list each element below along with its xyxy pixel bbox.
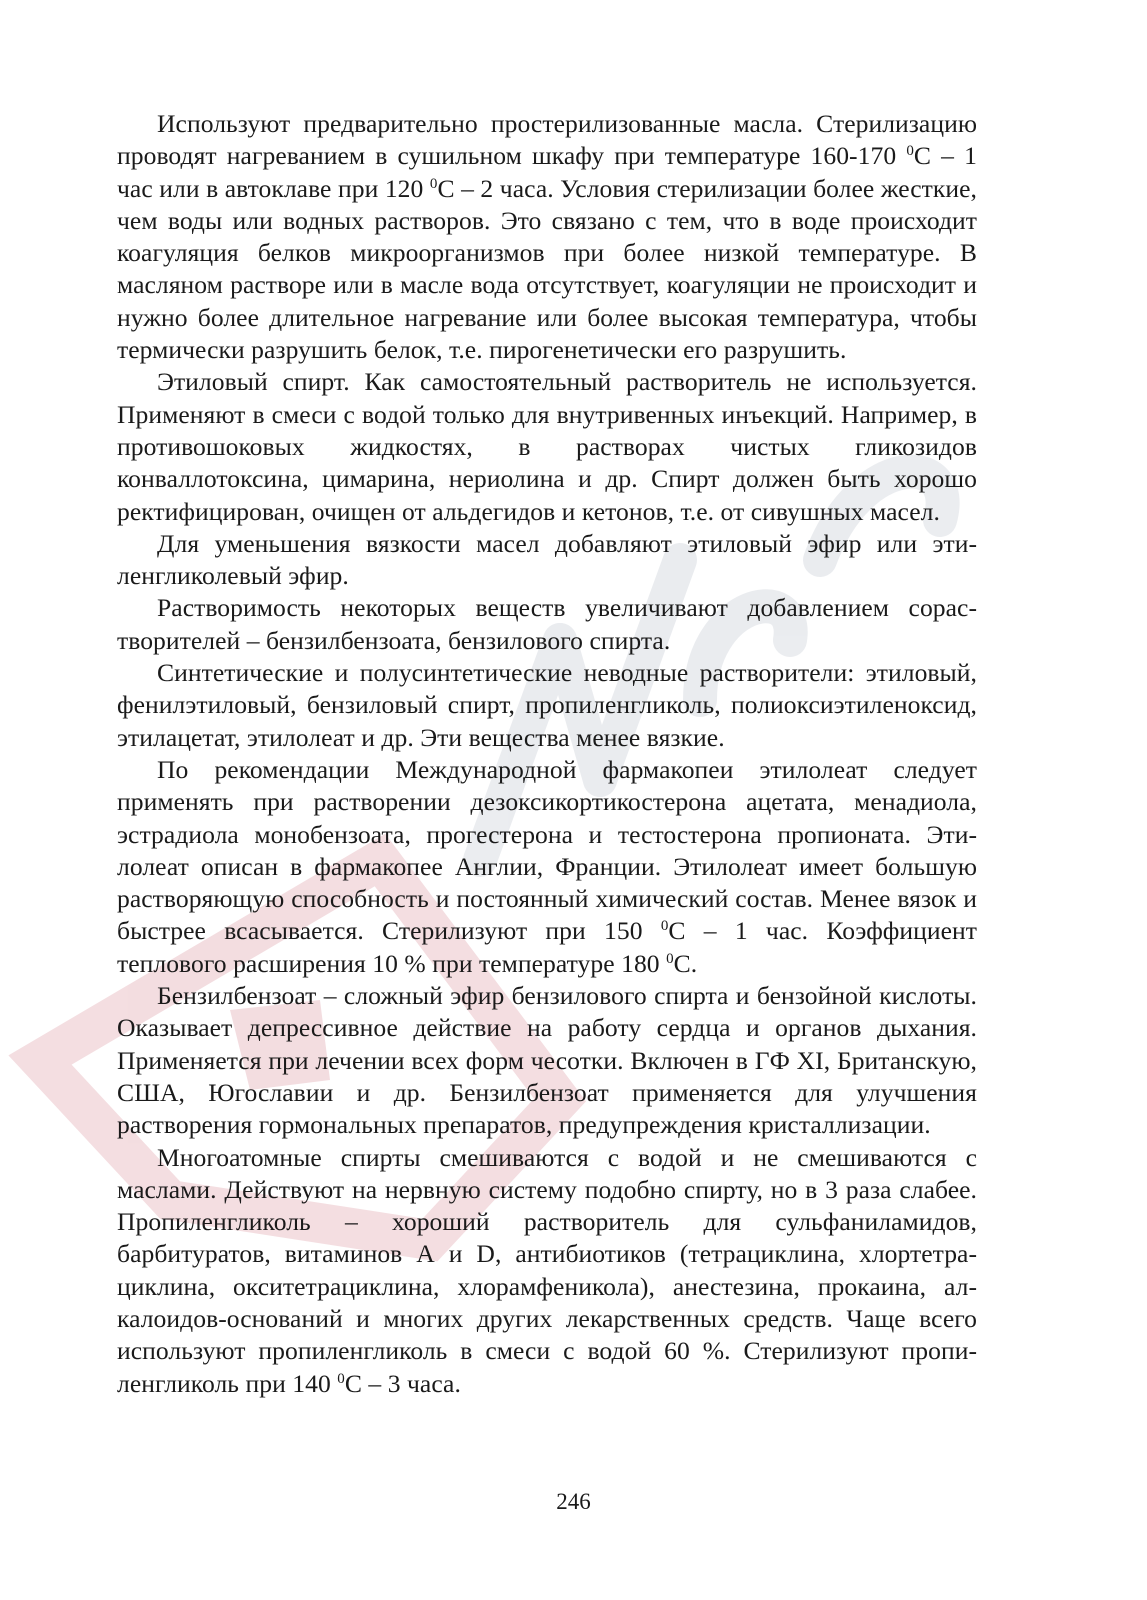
- paragraph-ethyl-alcohol: [117, 366, 977, 527]
- page-number: 246: [556, 1489, 591, 1514]
- text-run: Используют предварительно простерилизованные масла. Стерилизацию проводят нагреванием в сушильном шкафу при температуре 160-170: [117, 109, 977, 171]
- text-run: Бензилбензоат – сложный эфир бензилового спирта и бензойной кислоты. Оказывает депрессивное действие на работу сердца и органов дыхания. Применяется при лечении всех форм чесотки. Включен в ГФ XI, Британскую, США, Югославии и др. Бензилбензоат применяется для улучшения растворения гормональных препаратов, предупреждения кристаллизации.: [117, 981, 977, 1140]
- paragraph-synthetic-solvents: [117, 657, 977, 754]
- text-run: Синтетические и полусинтетические неводные растворители: этиловый, фенилэтиловый, бензиловый спирт, пропиленгликоль, полиоксиэтиленоксид, этилацетат, этилолеат и др. Эти вещества менее вязкие.: [117, 658, 977, 752]
- text-run: Для уменьшения вязкости масел добавляют этиловый эфир или этиленгликолевый эфир.: [117, 528, 977, 591]
- degree-superscript: 0: [429, 175, 438, 192]
- text-run: Растворимость некоторых веществ увеличивают добавлением сорастворителей – бензилбензоата, бензилового спирта.: [117, 593, 977, 655]
- paragraph-benzyl-benzoate: [117, 980, 977, 1141]
- paragraph-viscosity: [117, 528, 977, 593]
- paragraph-cosolvents: [117, 592, 977, 657]
- text-run: С – 1 час. Коэффициент теплового расширения 10 % при температуре 180: [117, 916, 978, 978]
- text-run: По рекомендации Международной фармакопеи этилолеат следует применять при растворении дезоксикортикостерона ацетата, менадиола, эстрадиола монобензоата, прогестерона и тестостерона пропионата. Этилолеат описан в фармакопее Англии, Франции. Этилолеат имеет большую растворяющую способность и постоянный химический состав. Менее вязок и быстрее всасывается. Стерилизуют при 150: [117, 754, 977, 946]
- paragraph-oil-sterilization: [117, 108, 977, 366]
- page-body: [117, 108, 977, 1400]
- degree-superscript: 0: [906, 143, 914, 160]
- text-run: Многоатомные спирты смешиваются с водой и не смешиваются с маслами. Действуют на нервную систему подобно спирту, но в 3 раза слабее. Пропиленгликоль – хороший растворитель для сульфаниламидов, барбитуратов, витаминов А и D, антибиотиков (тетрациклина, хлортетрациклина, окситетрациклина, хлорамфеникола), анестезина, прокаина, алкалоидов-оснований и многих других лекарственных средств. Чаще всего используют пропиленгликоль в смеси с водой 60 %. Стерилизуют пропиленгликоль при 140: [117, 1142, 977, 1398]
- text-run: Этиловый спирт. Как самостоятельный растворитель не используется. Применяют в смеси с водой только для внутривенных инъекций. Например, в противошоковых жидкостях, в растворах чистых гликозидов конваллотоксина, цимарина, нериолина и др. Спирт должен быть хорошо ректифицирован, очищен от альдегидов и кетонов, т.е. от сивушных масел.: [117, 367, 977, 526]
- paragraph-polyhydric-alcohols: [117, 1142, 977, 1400]
- degree-superscript: 0: [660, 918, 669, 935]
- paragraph-ethyl-oleate: [117, 754, 977, 980]
- degree-superscript: 0: [337, 1370, 345, 1387]
- degree-superscript: 0: [666, 950, 674, 967]
- text-run: С.: [673, 948, 698, 978]
- text-run: С – 3 часа.: [344, 1368, 461, 1398]
- text-run: С – 2 часа. Условия стерилизации более жесткие, чем воды или водных растворов. Это связано с тем, что в воде происходит коагуляция белков микроорганизмов при более низкой температуре. В масляном растворе или в масле вода отсутствует, коагуляции не происходит и нужно более длительное нагревание или более высокая температура, чтобы термически разрушить белок, т.е. пирогенетически его разрушить.: [117, 173, 978, 365]
- text-run: С – 1 час или в автоклаве при 120: [117, 141, 977, 203]
